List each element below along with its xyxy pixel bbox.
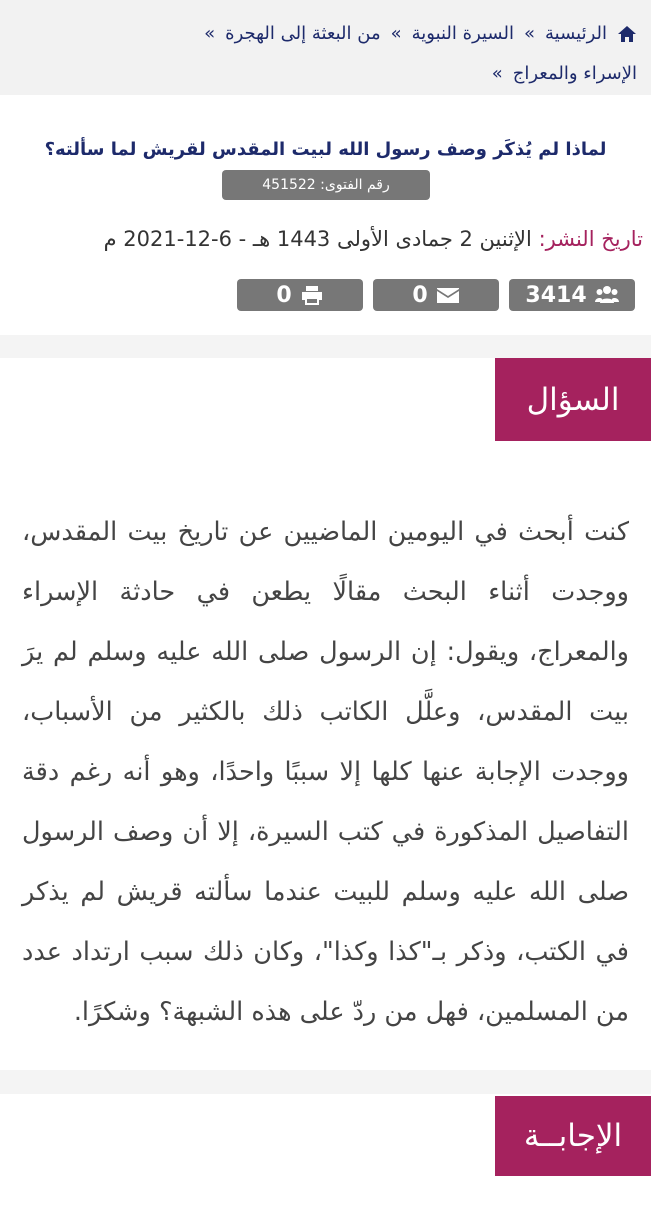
fatwa-header [0,95,651,335]
answer-section [0,1094,651,1214]
question-heading: السؤال [495,358,651,441]
print-button[interactable] [237,279,363,311]
question-text: كنت أبحث في اليومين الماضيين عن تاريخ بيت المقدس، ووجدت أثناء البحث مقالًا يطعن في حادثة الإسراء والمعراج، ويقول: إن الرسول صلى الله عليه وسلم لم يرَ بيت المقدس، وعلَّل الكاتب ذلك بالكثير من الأسباب، ووجدت الإجابة عنها كلها إلا سببًا واحدًا، وهو أنه رغم دقة التفاصيل المذكورة في كتب السيرة، إلا أن وصف الرسول صلى الله عليه وسلم للبيت عندما سألته قريش لم يذكر في الكتب، وذكر بـ"كذا وكذا"، وكان ذلك سبب ارتداد عدد من المسلمين، فهل من ردّ على هذه الشبهة؟ وشكرًا. [22,516,629,1027]
publish-date-label: تاريخ النشر: [538,227,643,251]
breadcrumb [0,0,651,95]
home-icon[interactable] [617,25,637,43]
publish-date-value: الإثنين 2 جمادى الأولى 1443 هـ - 6-12-2021 م [103,227,532,251]
views-button[interactable] [509,279,635,311]
fatwa-title: لماذا لم يُذكَر وصف رسول الله لبيت المقدس لقريش لما سألته؟ [44,139,607,160]
stats-buttons [237,279,635,311]
breadcrumb-separator: » [390,23,402,44]
publish-date-row [14,227,643,251]
envelope-icon [436,285,460,305]
email-button[interactable] [373,279,499,311]
users-icon [595,285,619,305]
printer-icon [300,285,324,305]
breadcrumb-separator: » [204,23,216,44]
breadcrumb-separator: » [523,23,535,44]
breadcrumb-home[interactable]: الرئيسية [545,23,607,44]
fatwa-number-badge: رقم الفتوى: 451522 [222,170,430,200]
views-count: 3414 [525,282,587,308]
print-count: 0 [276,282,292,308]
email-count: 0 [412,282,428,308]
breadcrumb-isra-miraj[interactable]: الإسراء والمعراج [512,63,637,84]
question-section [0,358,651,1070]
breadcrumb-bitha-hijra[interactable]: من البعثة إلى الهجرة [225,23,381,44]
breadcrumb-separator: » [491,63,503,84]
breadcrumb-seerah[interactable]: السيرة النبوية [411,23,514,44]
answer-heading: الإجابــة [495,1096,651,1176]
